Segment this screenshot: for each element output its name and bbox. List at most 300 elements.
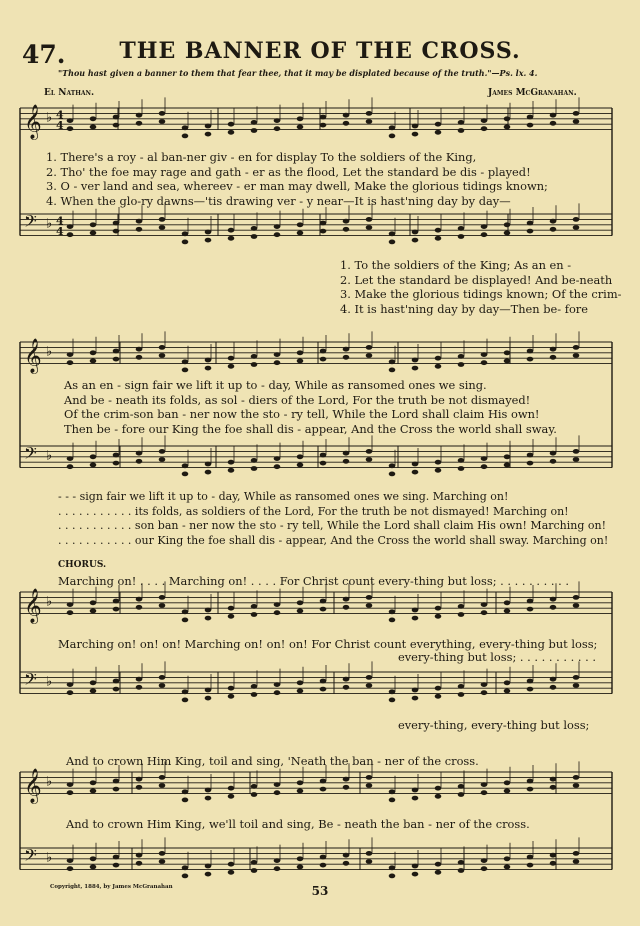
flat-icon: ♭ [46,774,53,790]
note-head [389,125,396,130]
note-head [320,461,327,466]
note-head [90,454,97,459]
note-head [573,225,580,230]
note-head [366,217,373,222]
note-head [481,610,488,615]
note-head [550,861,557,866]
note-head [297,689,304,694]
note-head [182,798,189,803]
note-head [366,119,373,124]
bass-lyrics-2: - - - sign fair we lift it up to - day, While as ransomed ones we sing. Marching on! . . . . . . . . . . . its folds, as soldiers of the Lord, For the truth be not dismayed! Marching on! . . . . . . . . . . . son ban - ner now the sto - ry tell, While the Lord shall claim His own! Marching on! . . . . . . . . . . . our King the foe shall dis - appear, And the Cross the world shall sway. Marching on! [58,490,609,547]
note-head [274,464,281,469]
note-head [159,353,166,358]
chorus-label: CHORUS. [58,560,107,570]
note-head [182,463,189,468]
note-head [366,111,373,116]
note-head [527,855,534,860]
note-head [389,463,396,468]
time-signature: 4 [56,119,64,133]
note-head [366,683,373,688]
note-head [67,118,74,123]
note-head [550,597,557,602]
note-head [320,229,327,234]
note-head [274,232,281,237]
note-head [297,600,304,605]
note-head [550,451,557,456]
note-head [481,456,488,461]
note-head [159,683,166,688]
note-head [90,600,97,605]
note-head [573,345,580,350]
note-head [113,863,120,868]
note-head [573,111,580,116]
note-head [67,456,74,461]
note-head [481,224,488,229]
note-head [481,866,488,871]
note-head [251,128,258,133]
note-head [136,677,143,682]
note-head [458,612,465,617]
note-head [90,780,97,785]
note-head [527,115,534,120]
note-head [412,470,419,475]
note-head [182,231,189,236]
note-head [320,863,327,868]
note-head [527,787,534,792]
note-head [389,698,396,703]
chorus-bottom-lyrics: every-thing, every-thing but loss; [398,718,590,732]
note-head [412,366,419,371]
note-head [389,874,396,879]
note-head [343,227,350,232]
note-head [274,224,281,229]
note-head [182,698,189,703]
bass-lyrics-1: 1. To the soldiers of the King; As an en - 2. Let the standard be displayed! And be-neath 3. Make the glorious tidings known; Of the crim- 4. It is hast'ning day by day—Then be- fore [340,258,622,316]
note-head [504,680,511,685]
note-head [320,123,327,128]
note-head [550,459,557,464]
note-head [527,599,534,604]
chorus-mid-lyrics: Marching on! on! on! Marching on! on! on! For Christ count everything, every-thing but loss; [58,637,598,651]
note-head [205,872,212,877]
note-head [343,459,350,464]
note-head [90,680,97,685]
note-head [182,359,189,364]
note-head [435,694,442,699]
note-head [251,792,258,797]
note-head [504,125,511,130]
note-head [389,472,396,477]
note-head [228,786,235,791]
note-head [389,689,396,694]
note-head [481,360,488,365]
note-head [458,234,465,239]
note-head [205,358,212,363]
treble-clef-icon: 𝄞 [24,104,42,140]
note-head [435,122,442,127]
note-head [297,609,304,614]
note-head [481,682,488,687]
note-head [320,855,327,860]
note-head [228,870,235,875]
note-head [205,238,212,243]
note-head [320,357,327,362]
note-head [504,116,511,121]
note-head [159,111,166,116]
note-head [182,874,189,879]
note-head [274,866,281,871]
bass-clef-icon: 𝄢 [24,443,37,468]
note-head [343,861,350,866]
note-head [573,683,580,688]
note-head [136,853,143,858]
note-head [251,458,258,463]
note-head [113,461,120,466]
note-head [550,777,557,782]
note-head [113,679,120,684]
note-head [550,605,557,610]
note-head [320,679,327,684]
note-head [113,687,120,692]
note-head [67,232,74,237]
note-head [550,347,557,352]
note-head [113,349,120,354]
note-head [343,605,350,610]
note-head [251,612,258,617]
note-head [251,868,258,873]
note-head [297,116,304,121]
note-head [251,362,258,367]
note-head [136,113,143,118]
note-head [366,595,373,600]
note-head [113,787,120,792]
note-head [274,360,281,365]
note-head [343,219,350,224]
note-head [205,864,212,869]
note-head [527,687,534,692]
note-head [251,234,258,239]
note-head [205,132,212,137]
note-head [90,856,97,861]
note-head [251,466,258,471]
note-head [389,789,396,794]
treble-clef-icon: 𝄞 [24,338,42,374]
note-head [274,858,281,863]
note-head [481,464,488,469]
note-head [113,855,120,860]
note-head [343,853,350,858]
note-head [228,122,235,127]
note-head [159,457,166,462]
note-head [274,352,281,357]
note-head [297,856,304,861]
note-head [297,463,304,468]
note-head [343,347,350,352]
note-head [458,128,465,133]
note-head [182,618,189,623]
note-head [67,464,74,469]
note-head [366,353,373,358]
note-head [205,796,212,801]
note-head [527,607,534,612]
note-head [389,134,396,139]
note-head [527,453,534,458]
composer-credit: James McGranahan. [488,88,577,98]
note-head [136,347,143,352]
note-head [504,454,511,459]
note-head [136,459,143,464]
note-head [67,360,74,365]
note-head [527,863,534,868]
note-head [274,118,281,123]
note-head [389,359,396,364]
note-head [458,226,465,231]
final-bottom-lyrics: And to crown Him King, we'll toil and sing, Be - neath the ban - ner of the cross. [66,817,530,831]
note-head [435,862,442,867]
note-head [458,692,465,697]
note-head [504,222,511,227]
note-head [67,790,74,795]
note-head [366,603,373,608]
note-head [159,449,166,454]
final-top-lyrics: And to crown Him King, toil and sing, 'Neath the ban - ner of the cross. [66,754,479,768]
note-head [550,685,557,690]
note-head [113,229,120,234]
note-head [297,125,304,130]
note-head [297,780,304,785]
note-head [274,456,281,461]
note-head [159,345,166,350]
note-head [458,860,465,865]
note-head [159,119,166,124]
flat-icon: ♭ [46,674,53,690]
note-head [481,790,488,795]
note-head [113,453,120,458]
note-head [343,777,350,782]
note-head [389,231,396,236]
note-head [159,217,166,222]
note-head [435,364,442,369]
note-head [320,453,327,458]
scripture-epigraph: "Thou hast given a banner to them that fear thee, that it may be displated because of the truth."—Ps. lx. 4. [58,68,538,78]
note-head [504,609,511,614]
note-head [67,126,74,131]
note-head [297,865,304,870]
note-head [412,616,419,621]
note-head [67,224,74,229]
note-head [67,866,74,871]
note-head [527,123,534,128]
time-signature: 4 [56,108,64,122]
note-head [228,236,235,241]
note-head [435,606,442,611]
note-head [182,789,189,794]
note-head [297,231,304,236]
note-head [412,238,419,243]
note-head [320,599,327,604]
note-head [343,355,350,360]
note-head [458,466,465,471]
note-head [159,859,166,864]
note-head [504,463,511,468]
note-head [297,454,304,459]
note-head [550,121,557,126]
note-head [90,350,97,355]
note-head [205,230,212,235]
note-head [320,779,327,784]
note-head [504,350,511,355]
note-head [366,345,373,350]
note-head [90,463,97,468]
note-head [67,602,74,607]
note-head [435,228,442,233]
hymn-title: THE BANNER OF THE CROSS. [119,38,521,64]
note-head [228,130,235,135]
note-head [320,115,327,120]
note-head [458,684,465,689]
note-head [366,775,373,780]
note-head [573,595,580,600]
note-head [136,685,143,690]
note-head [481,232,488,237]
flat-icon: ♭ [46,344,53,360]
note-head [159,675,166,680]
note-head [412,688,419,693]
note-head [435,870,442,875]
note-head [458,868,465,873]
note-head [228,862,235,867]
note-head [320,687,327,692]
note-head [251,604,258,609]
note-head [481,126,488,131]
note-head [136,861,143,866]
note-head [412,864,419,869]
note-head [228,460,235,465]
note-head [90,689,97,694]
note-head [182,689,189,694]
note-head [251,120,258,125]
time-signature: 4 [56,225,64,239]
note-head [527,779,534,784]
note-head [182,472,189,477]
note-head [136,219,143,224]
note-head [527,461,534,466]
note-head [412,358,419,363]
note-head [251,354,258,359]
note-head [504,689,511,694]
note-head [136,227,143,232]
note-head [412,788,419,793]
note-head [320,607,327,612]
note-head [205,608,212,613]
note-head [481,118,488,123]
note-head [343,785,350,790]
note-head [228,686,235,691]
verse-lyrics-2: As an en - sign fair we lift it up to - day, While as ransomed ones we sing. And be - neath its folds, as sol - diers of the Lord, For the truth be not dismayed! Of the crim-son ban - ner now the sto - ry tell, While the Lord shall claim His own! Then be - fore our King the foe shall dis - appear, And the Cross the world shall sway. [64,378,557,436]
note-head [458,458,465,463]
note-head [113,123,120,128]
note-head [205,788,212,793]
note-head [343,451,350,456]
note-head [573,783,580,788]
note-head [366,675,373,680]
note-head [389,618,396,623]
note-head [182,609,189,614]
flat-icon: ♭ [46,448,53,464]
note-head [343,113,350,118]
note-head [458,604,465,609]
note-head [504,780,511,785]
note-head [136,777,143,782]
note-head [274,690,281,695]
note-head [136,121,143,126]
note-head [113,779,120,784]
note-head [251,784,258,789]
note-head [550,785,557,790]
note-head [458,784,465,789]
note-head [136,785,143,790]
note-head [458,792,465,797]
note-head [504,865,511,870]
note-head [573,119,580,124]
treble-clef-icon: 𝄞 [24,768,42,804]
note-head [251,226,258,231]
note-head [550,227,557,232]
note-head [182,368,189,373]
note-head [182,134,189,139]
note-head [182,240,189,245]
note-head [435,468,442,473]
note-head [159,775,166,780]
note-head [504,600,511,605]
note-head [573,449,580,454]
note-head [412,696,419,701]
chorus-mid-lyrics-2: every-thing but loss; . . . . . . . . . . . [398,650,596,664]
note-head [159,851,166,856]
note-head [205,688,212,693]
note-head [389,240,396,245]
note-head [113,607,120,612]
note-head [481,602,488,607]
note-head [389,368,396,373]
note-head [435,614,442,619]
note-head [435,686,442,691]
note-head [113,599,120,604]
note-head [366,783,373,788]
note-head [159,783,166,788]
note-head [573,775,580,780]
note-head [458,362,465,367]
note-head [366,225,373,230]
note-head [573,217,580,222]
note-head [274,126,281,131]
note-head [67,690,74,695]
note-head [90,116,97,121]
note-head [90,789,97,794]
note-head [274,790,281,795]
note-head [481,352,488,357]
note-head [550,853,557,858]
note-head [389,865,396,870]
note-head [481,782,488,787]
note-head [136,597,143,602]
note-head [205,124,212,129]
note-head [320,349,327,354]
note-head [182,125,189,130]
note-head [366,449,373,454]
note-head [297,350,304,355]
bass-clef-icon: 𝄢 [24,669,37,694]
